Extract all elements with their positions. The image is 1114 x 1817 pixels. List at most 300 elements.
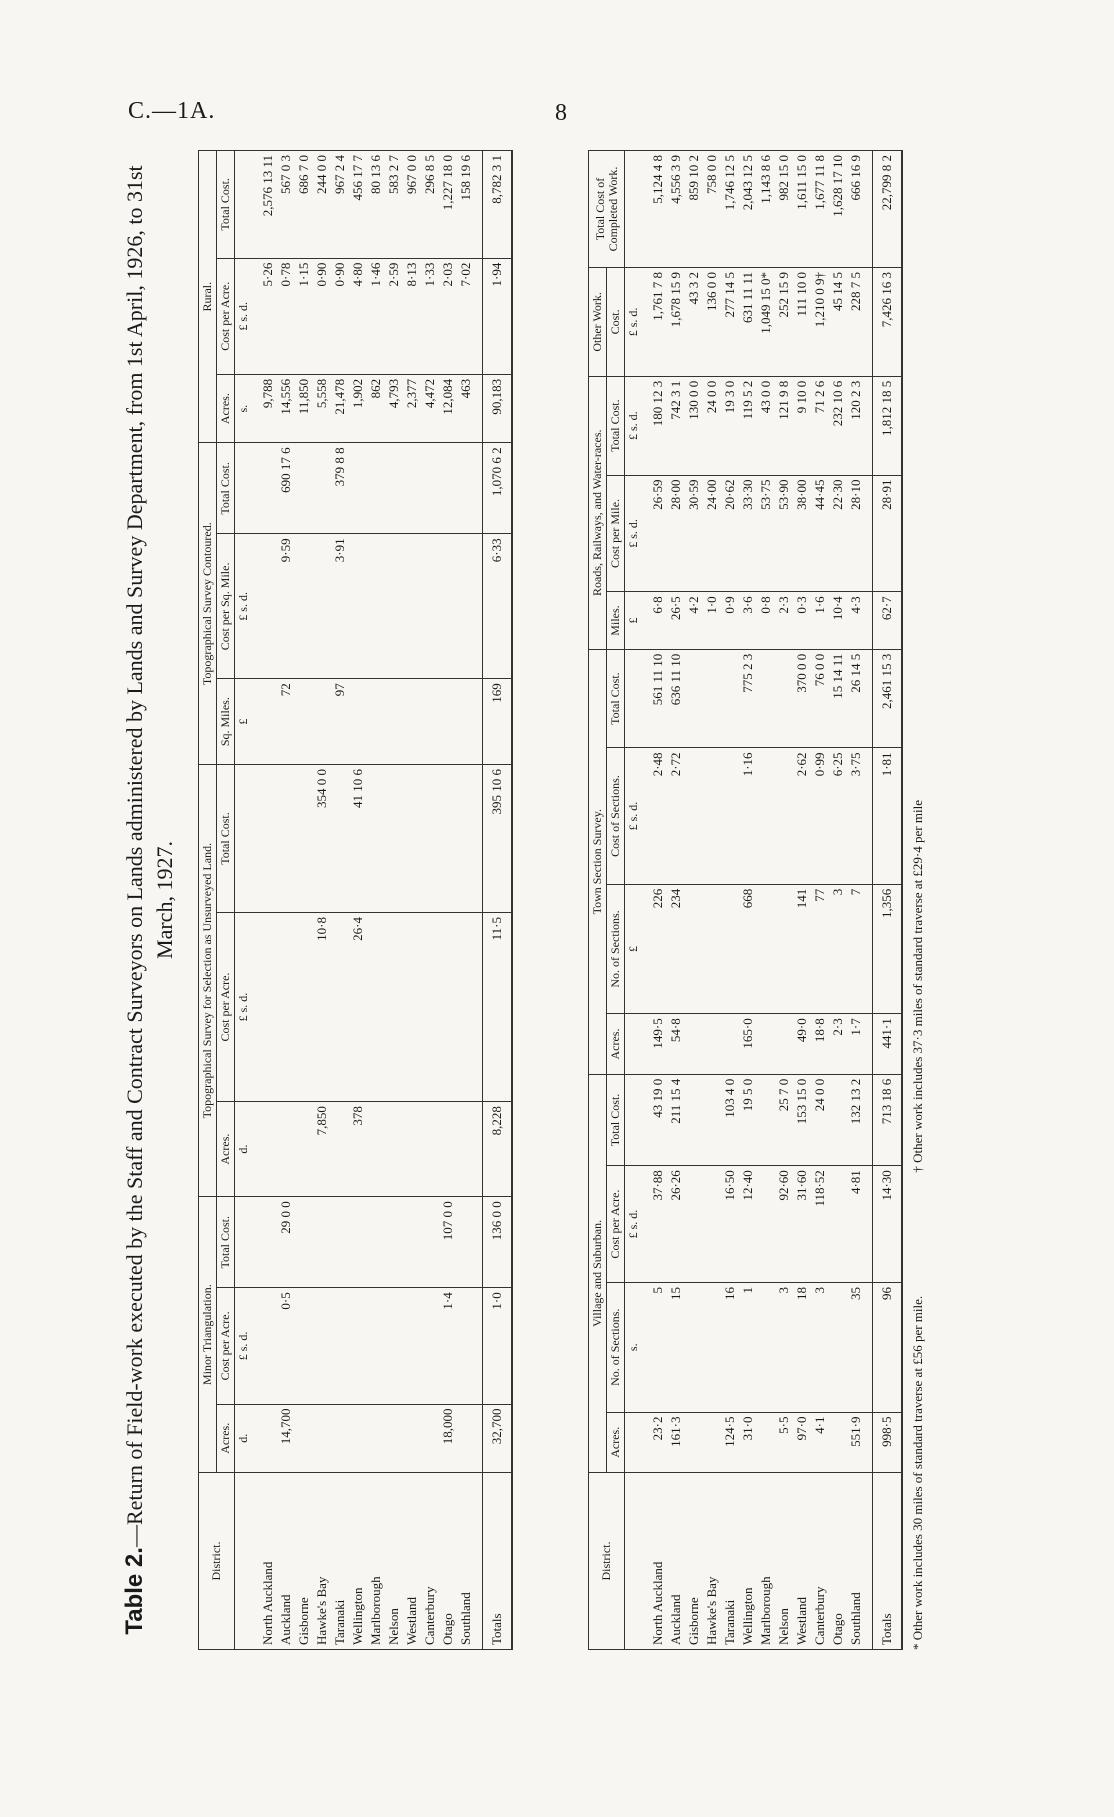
unit-label xyxy=(625,1412,643,1472)
district-cell: Gisborne xyxy=(295,1473,313,1650)
column-header: Total Cost. xyxy=(607,1074,625,1165)
table-cell: 54·8 xyxy=(667,1014,685,1074)
table-cell: 370 0 0 xyxy=(793,649,811,748)
column-header: Total Cost. xyxy=(217,151,235,259)
district-cell: Otago xyxy=(829,1473,847,1650)
table-cell: 24 0 0 xyxy=(811,1074,829,1165)
table-cell: 41 10 6 xyxy=(349,765,367,913)
total-cell: 7,426 16 3 xyxy=(873,268,903,377)
totals-row xyxy=(873,151,903,1650)
table-cell: 7 xyxy=(847,884,873,1014)
district-cell: Southland xyxy=(457,1473,483,1650)
column-header: Cost per Mile. xyxy=(607,475,625,592)
table-cell: 3·75 xyxy=(847,748,873,884)
table-cell: 28·00 xyxy=(667,475,685,592)
table-cell xyxy=(349,443,367,534)
table-row xyxy=(313,151,331,1650)
unit-label: £ s. d. xyxy=(625,475,643,592)
table-cell xyxy=(439,443,457,534)
footnote: * Other work includes 30 miles of standard traverse at £56 per mile. xyxy=(910,1295,925,1650)
table-cell: 29 0 0 xyxy=(277,1197,295,1288)
table-row xyxy=(847,151,873,1650)
unit-label xyxy=(625,151,643,268)
table-cell: 0·9 xyxy=(721,592,739,649)
unit-label: £ s. d. xyxy=(235,258,253,374)
table-cell xyxy=(829,1282,847,1412)
table-cell xyxy=(385,1102,403,1197)
table-row xyxy=(277,151,295,1650)
table-cell xyxy=(457,913,483,1102)
table-cell xyxy=(367,1102,385,1197)
table-row xyxy=(829,151,847,1650)
column-header: Cost. xyxy=(607,268,625,377)
table-cell: 153 15 0 xyxy=(793,1074,811,1165)
table-cell xyxy=(367,913,385,1102)
table-cell: 277 14 5 xyxy=(721,268,739,377)
table-title xyxy=(120,150,180,1650)
table-cell: 561 11 10 xyxy=(642,649,667,748)
table-cell: 22·30 xyxy=(829,475,847,592)
table-cell: 758 0 0 xyxy=(703,151,721,268)
column-header: No. of Sections. xyxy=(607,884,625,1014)
table-cell: 77 xyxy=(811,884,829,1014)
table-cell: 690 17 6 xyxy=(277,443,295,534)
column-group-header: Town Section Survey. xyxy=(589,649,607,1074)
table-cell xyxy=(757,1412,775,1472)
table-cell: 103 4 0 xyxy=(721,1074,739,1165)
table-cell: 1,677 11 8 xyxy=(811,151,829,268)
table-row xyxy=(667,151,685,1650)
total-cell: 6·33 xyxy=(483,534,513,679)
total-cell: 169 xyxy=(483,679,513,765)
table-cell: 862 xyxy=(367,374,385,442)
unit-label: s. xyxy=(235,374,253,442)
table-cell: 14,556 xyxy=(277,374,295,442)
table-cell: 132 13 2 xyxy=(847,1074,873,1165)
table-cell xyxy=(829,1412,847,1472)
table-cell: 18,000 xyxy=(439,1404,457,1472)
district-cell: Taranaki xyxy=(331,1473,349,1650)
table-cell xyxy=(295,765,313,913)
table-cell: 180 12 3 xyxy=(642,376,667,475)
table-cell: 12·40 xyxy=(739,1166,757,1283)
table-cell: 567 0 3 xyxy=(277,151,295,259)
table-cell: 30·59 xyxy=(685,475,703,592)
table-label: Table 2. xyxy=(121,1547,148,1635)
table-field-work-other xyxy=(588,150,903,1650)
table-cell: 211 15 4 xyxy=(667,1074,685,1165)
table-cell: 130 0 0 xyxy=(685,376,703,475)
table-cell: 636 11 10 xyxy=(667,649,685,748)
table-cell: 378 xyxy=(349,1102,367,1197)
table-cell xyxy=(703,649,721,748)
table-cell xyxy=(775,649,793,748)
table-cell xyxy=(421,534,439,679)
unit-label: £ s. d. xyxy=(235,534,253,679)
district-cell: Wellington xyxy=(739,1473,757,1650)
table-row xyxy=(331,151,349,1650)
total-cell: 8,228 xyxy=(483,1102,513,1197)
table-cell: 9,788 xyxy=(252,374,277,442)
table-cell xyxy=(349,534,367,679)
column-group-header: Topographical Survey for Selection as Unsurveyed Land. xyxy=(199,765,217,1197)
table-cell: 1,746 12 5 xyxy=(721,151,739,268)
total-cell: 1,070 6 2 xyxy=(483,443,513,534)
table-cell xyxy=(252,765,277,913)
column-header: Cost per Acre. xyxy=(607,1166,625,1283)
column-header: Acres. xyxy=(217,1404,235,1472)
table-cell xyxy=(313,1197,331,1288)
table-cell: 31·0 xyxy=(739,1412,757,1472)
table-cell xyxy=(385,1288,403,1404)
table-cell: 859 10 2 xyxy=(685,151,703,268)
table-row xyxy=(385,151,403,1650)
table-cell xyxy=(421,679,439,765)
table-cell: 118·52 xyxy=(811,1166,829,1283)
column-header: Total Cost. xyxy=(607,376,625,475)
column-header: Total Cost. xyxy=(607,649,625,748)
table-cell: 49·0 xyxy=(793,1014,811,1074)
district-cell: Nelson xyxy=(775,1473,793,1650)
table-cell xyxy=(252,1197,277,1288)
unit-label: £ s. d. xyxy=(235,1288,253,1404)
table-cell xyxy=(385,679,403,765)
column-header: Total Cost. xyxy=(217,1197,235,1288)
table-cell xyxy=(331,913,349,1102)
table-cell xyxy=(439,1102,457,1197)
table-cell: 24·00 xyxy=(703,475,721,592)
table-cell xyxy=(757,884,775,1014)
district-cell: Westland xyxy=(403,1473,421,1650)
table-cell: 1,678 15 9 xyxy=(667,268,685,377)
unit-label: £ s. d. xyxy=(625,268,643,377)
table-cell xyxy=(295,443,313,534)
table-cell xyxy=(385,913,403,1102)
table-cell: 14,700 xyxy=(277,1404,295,1472)
table-cell xyxy=(367,679,385,765)
table-row xyxy=(367,151,385,1650)
total-cell: 90,183 xyxy=(483,374,513,442)
table-cell xyxy=(295,913,313,1102)
table-cell xyxy=(721,649,739,748)
table-cell xyxy=(775,748,793,884)
table-cell: 2·3 xyxy=(775,592,793,649)
column-header: District. xyxy=(199,1473,235,1650)
table-row xyxy=(439,151,457,1650)
page-reference: C.—1A. xyxy=(128,98,216,124)
total-cell: 713 18 6 xyxy=(873,1074,903,1165)
table-cell xyxy=(775,1014,793,1074)
total-cell: 1·94 xyxy=(483,258,513,374)
district-cell: North Auckland xyxy=(252,1473,277,1650)
table-cell: 1,761 7 8 xyxy=(642,268,667,377)
table-cell: 12,084 xyxy=(439,374,457,442)
district-cell: Auckland xyxy=(667,1473,685,1650)
table-cell: 121 9 8 xyxy=(775,376,793,475)
district-cell: Marlborough xyxy=(367,1473,385,1650)
totals-label: Totals xyxy=(483,1473,513,1650)
table-cell: 742 3 1 xyxy=(667,376,685,475)
table-cell xyxy=(439,534,457,679)
table-cell: 80 13 6 xyxy=(367,151,385,259)
table-cell: 33·30 xyxy=(739,475,757,592)
column-group-header: Minor Triangulation. xyxy=(199,1197,217,1473)
unit-label: £ xyxy=(235,679,253,765)
district-cell: Hawke's Bay xyxy=(313,1473,331,1650)
table-cell: 1,902 xyxy=(349,374,367,442)
column-header: Acres. xyxy=(217,374,235,442)
table-cell xyxy=(385,443,403,534)
table-row xyxy=(739,151,757,1650)
table-cell: 583 2 7 xyxy=(385,151,403,259)
table2-subheader xyxy=(607,151,625,1650)
table-cell: 1,611 15 0 xyxy=(793,151,811,268)
unit-label: £ s. d. xyxy=(235,913,253,1102)
table-cell: 0·8 xyxy=(757,592,775,649)
column-header: Sq. Miles. xyxy=(217,679,235,765)
table-cell: 111 10 0 xyxy=(793,268,811,377)
table-cell xyxy=(703,884,721,1014)
table-cell xyxy=(295,1197,313,1288)
page-number: 8 xyxy=(555,100,567,126)
table1-group-header xyxy=(199,151,217,1650)
table-cell xyxy=(421,1288,439,1404)
table-cell xyxy=(385,534,403,679)
table-cell xyxy=(703,1282,721,1412)
table-cell xyxy=(252,443,277,534)
table-cell xyxy=(277,765,295,913)
district-cell: Wellington xyxy=(349,1473,367,1650)
table-cell: 37·88 xyxy=(642,1166,667,1283)
table-cell: 982 15 0 xyxy=(775,151,793,268)
table-cell: 4·81 xyxy=(847,1166,873,1283)
table-cell: 0·90 xyxy=(313,258,331,374)
table-cell: 228 7 5 xyxy=(847,268,873,377)
table-field-work-surveys xyxy=(198,150,513,1650)
table-cell: 2,576 13 11 xyxy=(252,151,277,259)
table-cell: 97 xyxy=(331,679,349,765)
table-cell xyxy=(703,748,721,884)
column-header: Cost per Acre. xyxy=(217,1288,235,1404)
table-cell xyxy=(295,1288,313,1404)
table-cell: 1,628 17 10 xyxy=(829,151,847,268)
unit-label: £ s. d. xyxy=(625,1166,643,1283)
total-cell: 1·81 xyxy=(873,748,903,884)
table-cell: 2·72 xyxy=(667,748,685,884)
table-row xyxy=(793,151,811,1650)
table-cell xyxy=(685,1412,703,1472)
table-cell xyxy=(757,1074,775,1165)
table-cell: 26·26 xyxy=(667,1166,685,1283)
table-cell: 5 xyxy=(642,1282,667,1412)
table-cell: 92·60 xyxy=(775,1166,793,1283)
table-row xyxy=(421,151,439,1650)
table-row xyxy=(295,151,313,1650)
district-cell: Auckland xyxy=(277,1473,295,1650)
table-cell: 9 10 0 xyxy=(793,376,811,475)
table-cell: 0·5 xyxy=(277,1288,295,1404)
total-cell: 998·5 xyxy=(873,1412,903,1472)
table-cell xyxy=(313,1288,331,1404)
table-cell xyxy=(421,443,439,534)
table-cell xyxy=(313,1404,331,1472)
table-cell: 15 14 11 xyxy=(829,649,847,748)
column-group-header: Topographical Survey Contoured. xyxy=(199,443,217,765)
table1-body xyxy=(252,151,512,1650)
table-title-text: —Return of Field-work executed by the Staff and Contract Surveyors on Lands administered by Lands and Survey Department, from 1st April, 1926, to 31st March, 1927. xyxy=(122,165,177,1548)
table-cell: 2,043 12 5 xyxy=(739,151,757,268)
table-cell: 16 xyxy=(721,1282,739,1412)
unit-label xyxy=(235,765,253,913)
table-cell: 1·46 xyxy=(367,258,385,374)
table-cell xyxy=(295,1404,313,1472)
table-cell: 5·5 xyxy=(775,1412,793,1472)
table-cell xyxy=(421,913,439,1102)
unit-label: s. xyxy=(625,1282,643,1412)
table-cell: 107 0 0 xyxy=(439,1197,457,1288)
table-cell: 1 xyxy=(739,1282,757,1412)
district-cell: Nelson xyxy=(385,1473,403,1650)
table-cell: 226 xyxy=(642,884,667,1014)
table-cell: 23·2 xyxy=(642,1412,667,1472)
table-row xyxy=(775,151,793,1650)
district-cell: Canterbury xyxy=(811,1473,829,1650)
table-cell: 3 xyxy=(775,1282,793,1412)
table-cell xyxy=(439,765,457,913)
table-row xyxy=(457,151,483,1650)
table-cell: 43 0 0 xyxy=(757,376,775,475)
table-cell: 7,850 xyxy=(313,1102,331,1197)
table-cell xyxy=(403,765,421,913)
total-cell: 11·5 xyxy=(483,913,513,1102)
table-cell: 967 2 4 xyxy=(331,151,349,259)
table-cell: 76 0 0 xyxy=(811,649,829,748)
table-cell xyxy=(421,1197,439,1288)
table-cell xyxy=(439,679,457,765)
total-cell: 395 10 6 xyxy=(483,765,513,913)
table-cell: 2·03 xyxy=(439,258,457,374)
column-header: Total Cost. xyxy=(217,443,235,534)
table2-units-row xyxy=(625,151,643,1650)
table-cell: 26·59 xyxy=(642,475,667,592)
table-cell xyxy=(367,1404,385,1472)
table-cell: 24 0 0 xyxy=(703,376,721,475)
table-cell xyxy=(331,765,349,913)
unit-label xyxy=(235,151,253,259)
table-cell xyxy=(457,1288,483,1404)
table-cell xyxy=(403,1288,421,1404)
table-cell xyxy=(457,1197,483,1288)
table-cell: 551·9 xyxy=(847,1412,873,1472)
table-cell xyxy=(757,1014,775,1074)
table-cell xyxy=(685,1282,703,1412)
table-cell xyxy=(457,679,483,765)
table-cell: 1,143 8 6 xyxy=(757,151,775,268)
table-cell: 136 0 0 xyxy=(703,268,721,377)
table-cell: 1,210 0 9† xyxy=(811,268,829,377)
column-header: Miles. xyxy=(607,592,625,649)
district-cell: Marlborough xyxy=(757,1473,775,1650)
table-cell xyxy=(421,765,439,913)
total-cell: 441·1 xyxy=(873,1014,903,1074)
table-cell xyxy=(829,1074,847,1165)
table-cell xyxy=(367,1288,385,1404)
table-cell xyxy=(421,1404,439,1472)
table-cell xyxy=(367,1197,385,1288)
unit-label xyxy=(235,443,253,534)
table-cell: 5,558 xyxy=(313,374,331,442)
unit-label: £ xyxy=(625,592,643,649)
table-cell: 18·8 xyxy=(811,1014,829,1074)
table-row xyxy=(685,151,703,1650)
table-cell: 10·4 xyxy=(829,592,847,649)
table-cell: 158 19 6 xyxy=(457,151,483,259)
table-cell: 4·1 xyxy=(811,1412,829,1472)
table1-units-row xyxy=(235,151,253,1650)
table-cell xyxy=(252,1404,277,1472)
table-cell xyxy=(775,884,793,1014)
unit-label: £ s. d. xyxy=(625,748,643,884)
total-cell: 22,799 8 2 xyxy=(873,151,903,268)
table-cell: 666 16 9 xyxy=(847,151,873,268)
table-cell: 0·78 xyxy=(277,258,295,374)
table-cell xyxy=(829,1166,847,1283)
unit-label: d. xyxy=(235,1404,253,1472)
column-header: Acres. xyxy=(607,1412,625,1472)
table-cell xyxy=(385,1197,403,1288)
table-cell xyxy=(313,534,331,679)
total-cell: 1·0 xyxy=(483,1288,513,1404)
unit-label xyxy=(625,1074,643,1165)
table-cell xyxy=(457,765,483,913)
table-cell xyxy=(349,679,367,765)
table-cell xyxy=(703,1014,721,1074)
table-cell: 161·3 xyxy=(667,1412,685,1472)
table-cell xyxy=(313,443,331,534)
table-cell: 11,850 xyxy=(295,374,313,442)
table-cell xyxy=(331,1288,349,1404)
unit-label xyxy=(625,649,643,748)
column-header: Cost per Acre. xyxy=(217,913,235,1102)
table-row xyxy=(703,151,721,1650)
total-cell: 32,700 xyxy=(483,1404,513,1472)
table-cell: 28·10 xyxy=(847,475,873,592)
table-cell: 463 xyxy=(457,374,483,442)
table-cell xyxy=(685,1074,703,1165)
table-cell: 25 7 0 xyxy=(775,1074,793,1165)
column-group-header: Village and Suburban. xyxy=(589,1074,607,1472)
unit-label: d. xyxy=(235,1102,253,1197)
total-cell: 96 xyxy=(873,1282,903,1412)
table-cell: 120 2 3 xyxy=(847,376,873,475)
table-cell: 53·90 xyxy=(775,475,793,592)
table-cell xyxy=(403,913,421,1102)
table-cell: 9·59 xyxy=(277,534,295,679)
column-group-header: Roads, Railways, and Water-races. xyxy=(589,376,607,649)
table-cell xyxy=(331,1197,349,1288)
table-cell: 3·91 xyxy=(331,534,349,679)
table-cell: 1·33 xyxy=(421,258,439,374)
table-cell xyxy=(685,649,703,748)
table-cell xyxy=(757,1166,775,1283)
table-cell xyxy=(252,913,277,1102)
footnotes xyxy=(910,150,926,1650)
table-cell: 43 19 0 xyxy=(642,1074,667,1165)
table-cell: 967 0 0 xyxy=(403,151,421,259)
table-cell xyxy=(685,748,703,884)
table-cell: 2,377 xyxy=(403,374,421,442)
table-cell xyxy=(685,1014,703,1074)
